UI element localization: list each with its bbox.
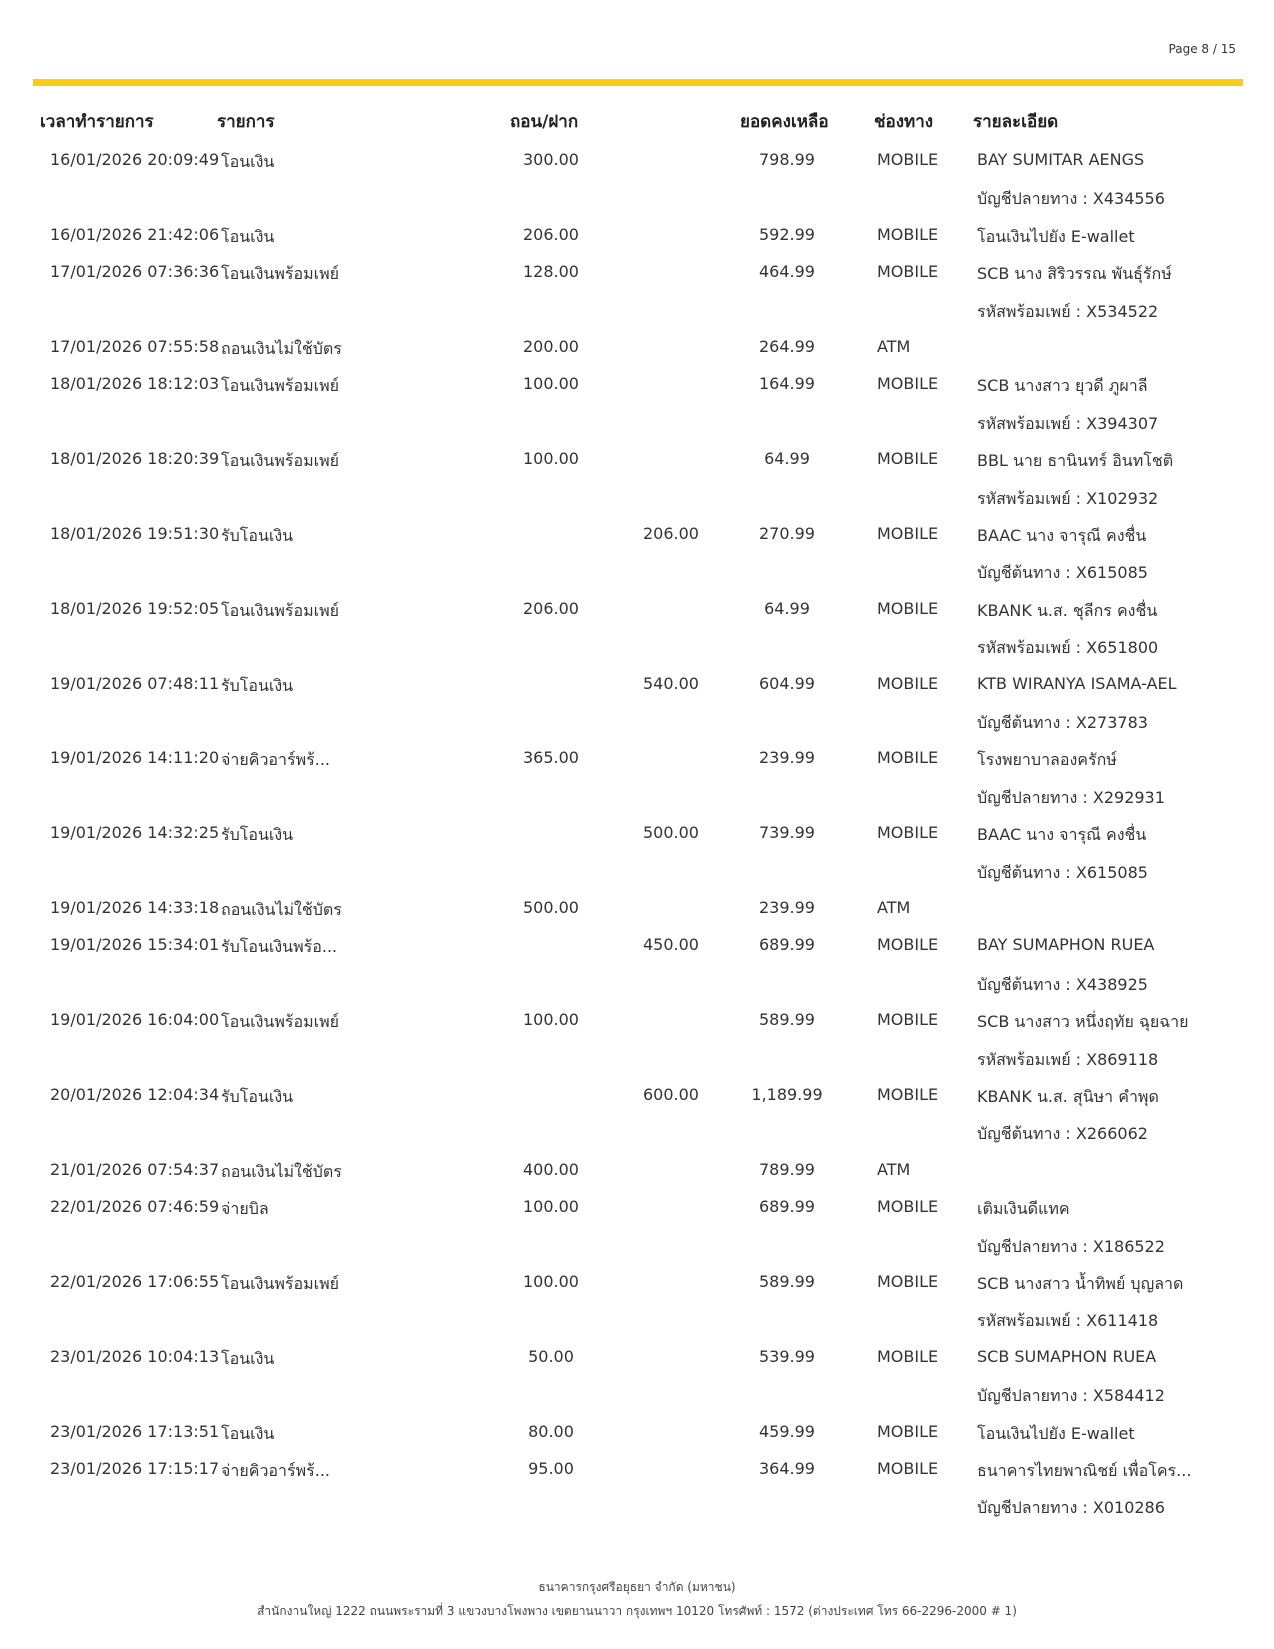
row-description: รับโอนเงินพร้อ... xyxy=(221,937,338,957)
row-detail: SCB SUMAPHON RUEA xyxy=(977,1346,1157,1366)
row-balance: 364.99 xyxy=(759,1459,815,1478)
row-description: โอนเงินพร้อมเพย์ xyxy=(221,376,340,396)
row-channel: MOBILE xyxy=(877,673,939,693)
row-time: 18/01/2026 19:52:05 xyxy=(50,598,220,618)
row-balance: 592.99 xyxy=(759,224,815,244)
row-withdraw: 365.00 xyxy=(523,748,579,768)
row-description: โอนเงินพร้อมเพย์ xyxy=(221,1274,340,1293)
row-time: 18/01/2026 18:20:39 xyxy=(50,449,220,469)
row-channel: MOBILE xyxy=(877,1459,939,1478)
row-detail: SCB นางสาว ยุวดี ภูผาลี xyxy=(977,376,1148,396)
row-detail: BAY SUMAPHON RUEA xyxy=(977,935,1155,955)
row-time: 17/01/2026 07:36:36 xyxy=(50,262,220,282)
row-balance: 739.99 xyxy=(759,823,815,843)
row-deposit: 500.00 xyxy=(643,823,699,843)
row-channel: ATM xyxy=(877,337,911,356)
row-time: 17/01/2026 07:55:58 xyxy=(50,337,220,356)
row-detail-secondary: บัญชีต้นทาง : X266062 xyxy=(977,1124,1148,1144)
row-balance: 64.99 xyxy=(764,449,810,469)
row-channel: MOBILE xyxy=(877,224,939,244)
row-description: รับโอนเงิน xyxy=(221,675,294,695)
row-time: 23/01/2026 17:13:51 xyxy=(50,1421,220,1441)
row-balance: 239.99 xyxy=(759,898,815,917)
row-detail: โรงพยาบาลองครักษ์ xyxy=(977,750,1117,770)
row-detail: โอนเงินไปยัง E-wallet xyxy=(977,226,1135,246)
row-channel: ATM xyxy=(877,898,911,917)
row-detail-secondary: รหัสพร้อมเพย์ : X102932 xyxy=(977,488,1159,508)
row-balance: 539.99 xyxy=(759,1346,815,1366)
row-description: รับโอนเงิน xyxy=(221,526,294,545)
row-balance: 239.99 xyxy=(759,748,815,768)
row-detail: BAY SUMITAR AENGS xyxy=(977,150,1145,169)
row-balance: 464.99 xyxy=(759,262,815,282)
row-description: โอนเงินพร้อมเพย์ xyxy=(221,451,340,471)
row-time: 19/01/2026 16:04:00 xyxy=(50,1010,220,1030)
row-balance: 164.99 xyxy=(759,374,815,394)
row-channel: MOBILE xyxy=(877,1085,939,1104)
row-detail: SCB นาง สิริวรรณ พันธุ์รักษ์ xyxy=(977,264,1172,284)
row-time: 19/01/2026 14:11:20 xyxy=(50,748,220,768)
row-withdraw: 200.00 xyxy=(523,337,579,356)
row-time: 19/01/2026 15:34:01 xyxy=(50,935,220,955)
row-withdraw: 50.00 xyxy=(528,1346,574,1366)
header-amount: ถอน/ฝาก xyxy=(510,112,579,132)
row-time: 22/01/2026 07:46:59 xyxy=(50,1197,220,1217)
row-balance: 1,189.99 xyxy=(751,1085,823,1104)
row-detail-secondary: บัญชีปลายทาง : X010286 xyxy=(977,1498,1165,1518)
row-detail: ธนาคารไทยพาณิชย์ เพื่อโคร... xyxy=(977,1461,1192,1480)
row-channel: MOBILE xyxy=(877,598,939,618)
row-withdraw: 100.00 xyxy=(523,374,579,394)
row-channel: MOBILE xyxy=(877,1272,939,1291)
row-balance: 270.99 xyxy=(759,524,815,543)
row-withdraw: 100.00 xyxy=(523,1272,579,1291)
row-detail-secondary: บัญชีต้นทาง : X615085 xyxy=(977,862,1148,882)
row-detail: BAAC นาง จารุณี คงชื่น xyxy=(977,825,1147,845)
row-detail: KBANK น.ส. สุนิษา คำพุด xyxy=(977,1087,1159,1106)
row-detail-secondary: บัญชีต้นทาง : X273783 xyxy=(977,712,1148,732)
row-channel: MOBILE xyxy=(877,1421,939,1441)
row-detail-secondary: บัญชีปลายทาง : X186522 xyxy=(977,1236,1165,1256)
row-time: 22/01/2026 17:06:55 xyxy=(50,1272,220,1291)
row-detail: KBANK น.ส. ชุลีกร คงชื่น xyxy=(977,600,1158,620)
row-balance: 64.99 xyxy=(764,598,810,618)
row-channel: MOBILE xyxy=(877,150,939,169)
row-description: โอนเงิน xyxy=(221,1423,275,1443)
row-detail-secondary: บัญชีต้นทาง : X615085 xyxy=(977,563,1148,583)
row-channel: MOBILE xyxy=(877,374,939,394)
row-withdraw: 500.00 xyxy=(523,898,579,917)
row-balance: 689.99 xyxy=(759,1197,815,1217)
row-withdraw: 100.00 xyxy=(523,1197,579,1217)
row-withdraw: 80.00 xyxy=(528,1421,574,1441)
row-description: โอนเงินพร้อมเพย์ xyxy=(221,264,340,284)
row-channel: MOBILE xyxy=(877,1197,939,1217)
row-deposit: 600.00 xyxy=(643,1085,699,1104)
row-withdraw: 400.00 xyxy=(523,1159,579,1179)
page-number: Page 8 / 15 xyxy=(1168,42,1236,56)
row-description: รับโอนเงิน xyxy=(221,825,294,845)
row-description: โอนเงิน xyxy=(221,152,275,171)
row-time: 16/01/2026 21:42:06 xyxy=(50,224,220,244)
footer-bank-name: ธนาคารกรุงศรีอยุธยา จำกัด (มหาชน) xyxy=(538,1580,736,1594)
row-description: ถอนเงินไม่ใช้บัตร xyxy=(221,1161,342,1181)
header-description: รายการ xyxy=(217,112,275,132)
row-withdraw: 300.00 xyxy=(523,150,579,169)
row-deposit: 540.00 xyxy=(643,673,699,693)
row-detail-secondary: บัญชีปลายทาง : X292931 xyxy=(977,787,1165,807)
row-channel: MOBILE xyxy=(877,935,939,955)
row-detail: BBL นาย ธานินทร์ อินทโชติ xyxy=(977,451,1174,471)
row-description: โอนเงินพร้อมเพย์ xyxy=(221,1012,340,1032)
row-channel: MOBILE xyxy=(877,524,939,543)
transaction-table xyxy=(0,150,1274,1540)
row-time: 18/01/2026 18:12:03 xyxy=(50,374,220,394)
row-channel: MOBILE xyxy=(877,449,939,469)
row-withdraw: 100.00 xyxy=(523,1010,579,1030)
row-balance: 459.99 xyxy=(759,1421,815,1441)
row-time: 19/01/2026 14:33:18 xyxy=(50,898,220,917)
row-balance: 798.99 xyxy=(759,150,815,169)
row-balance: 789.99 xyxy=(759,1159,815,1179)
row-detail-secondary: รหัสพร้อมเพย์ : X394307 xyxy=(977,413,1159,433)
header-detail: รายละเอียด xyxy=(973,112,1059,132)
row-withdraw: 100.00 xyxy=(523,449,579,469)
row-time: 23/01/2026 17:15:17 xyxy=(50,1459,220,1478)
row-detail: เติมเงินดีแทค xyxy=(977,1199,1070,1219)
row-channel: ATM xyxy=(877,1159,911,1179)
row-detail-secondary: รหัสพร้อมเพย์ : X611418 xyxy=(977,1311,1159,1331)
row-balance: 604.99 xyxy=(759,673,815,693)
row-time: 21/01/2026 07:54:37 xyxy=(50,1159,220,1179)
row-channel: MOBILE xyxy=(877,748,939,768)
row-time: 16/01/2026 20:09:49 xyxy=(50,150,220,169)
row-description: โอนเงินพร้อมเพย์ xyxy=(221,600,340,620)
row-balance: 589.99 xyxy=(759,1272,815,1291)
row-description: จ่ายคิวอาร์พร้... xyxy=(221,750,331,770)
row-description: โอนเงิน xyxy=(221,1348,275,1368)
row-detail-secondary: รหัสพร้อมเพย์ : X534522 xyxy=(977,301,1159,321)
row-channel: MOBILE xyxy=(877,823,939,843)
row-detail-secondary: บัญชีปลายทาง : X584412 xyxy=(977,1386,1165,1406)
row-detail: โอนเงินไปยัง E-wallet xyxy=(977,1423,1135,1443)
row-time: 23/01/2026 10:04:13 xyxy=(50,1346,220,1366)
row-description: จ่ายคิวอาร์พร้... xyxy=(221,1461,331,1480)
row-time: 19/01/2026 07:48:11 xyxy=(50,673,220,693)
row-balance: 589.99 xyxy=(759,1010,815,1030)
footer-address: สำนักงานใหญ่ 1222 ถนนพระรามที่ 3 แขวงบางโพงพาง เขตยานนาวา กรุงเทพฯ 10120 โทรศัพท์ : 1572 (ต่างประเทศ โทร 66-2296-2000 # 1) xyxy=(257,1604,1017,1618)
row-description: จ่ายบิล xyxy=(221,1199,269,1219)
header-accent-bar xyxy=(33,79,1243,86)
row-withdraw: 128.00 xyxy=(523,262,579,282)
row-withdraw: 206.00 xyxy=(523,598,579,618)
row-detail: SCB นางสาว หนึ่งฤทัย ฉุยฉาย xyxy=(977,1012,1189,1032)
row-withdraw: 206.00 xyxy=(523,224,579,244)
row-detail: SCB นางสาว น้ำทิพย์ บุญลาด xyxy=(977,1274,1184,1293)
row-time: 20/01/2026 12:04:34 xyxy=(50,1085,220,1104)
row-deposit: 450.00 xyxy=(643,935,699,955)
row-description: โอนเงิน xyxy=(221,226,275,246)
table-header xyxy=(0,108,1274,132)
row-channel: MOBILE xyxy=(877,1010,939,1030)
row-detail-secondary: รหัสพร้อมเพย์ : X651800 xyxy=(977,638,1159,658)
row-balance: 689.99 xyxy=(759,935,815,955)
row-channel: MOBILE xyxy=(877,1346,939,1366)
row-description: ถอนเงินไม่ใช้บัตร xyxy=(221,900,342,919)
header-balance: ยอดคงเหลือ xyxy=(740,112,829,132)
row-detail: KTB WIRANYA ISAMA-AEL xyxy=(977,673,1177,693)
header-channel: ช่องทาง xyxy=(874,112,934,132)
row-withdraw: 95.00 xyxy=(528,1459,574,1478)
row-description: ถอนเงินไม่ใช้บัตร xyxy=(221,339,342,358)
row-balance: 264.99 xyxy=(759,337,815,356)
row-time: 19/01/2026 14:32:25 xyxy=(50,823,220,843)
row-detail: BAAC นาง จารุณี คงชื่น xyxy=(977,526,1147,545)
row-detail-secondary: บัญชีปลายทาง : X434556 xyxy=(977,189,1165,209)
row-detail-secondary: รหัสพร้อมเพย์ : X869118 xyxy=(977,1049,1159,1069)
header-time: เวลาทำรายการ xyxy=(40,112,154,132)
row-description: รับโอนเงิน xyxy=(221,1087,294,1106)
row-time: 18/01/2026 19:51:30 xyxy=(50,524,220,543)
row-channel: MOBILE xyxy=(877,262,939,282)
row-detail-secondary: บัญชีต้นทาง : X438925 xyxy=(977,974,1148,994)
row-deposit: 206.00 xyxy=(643,524,699,543)
